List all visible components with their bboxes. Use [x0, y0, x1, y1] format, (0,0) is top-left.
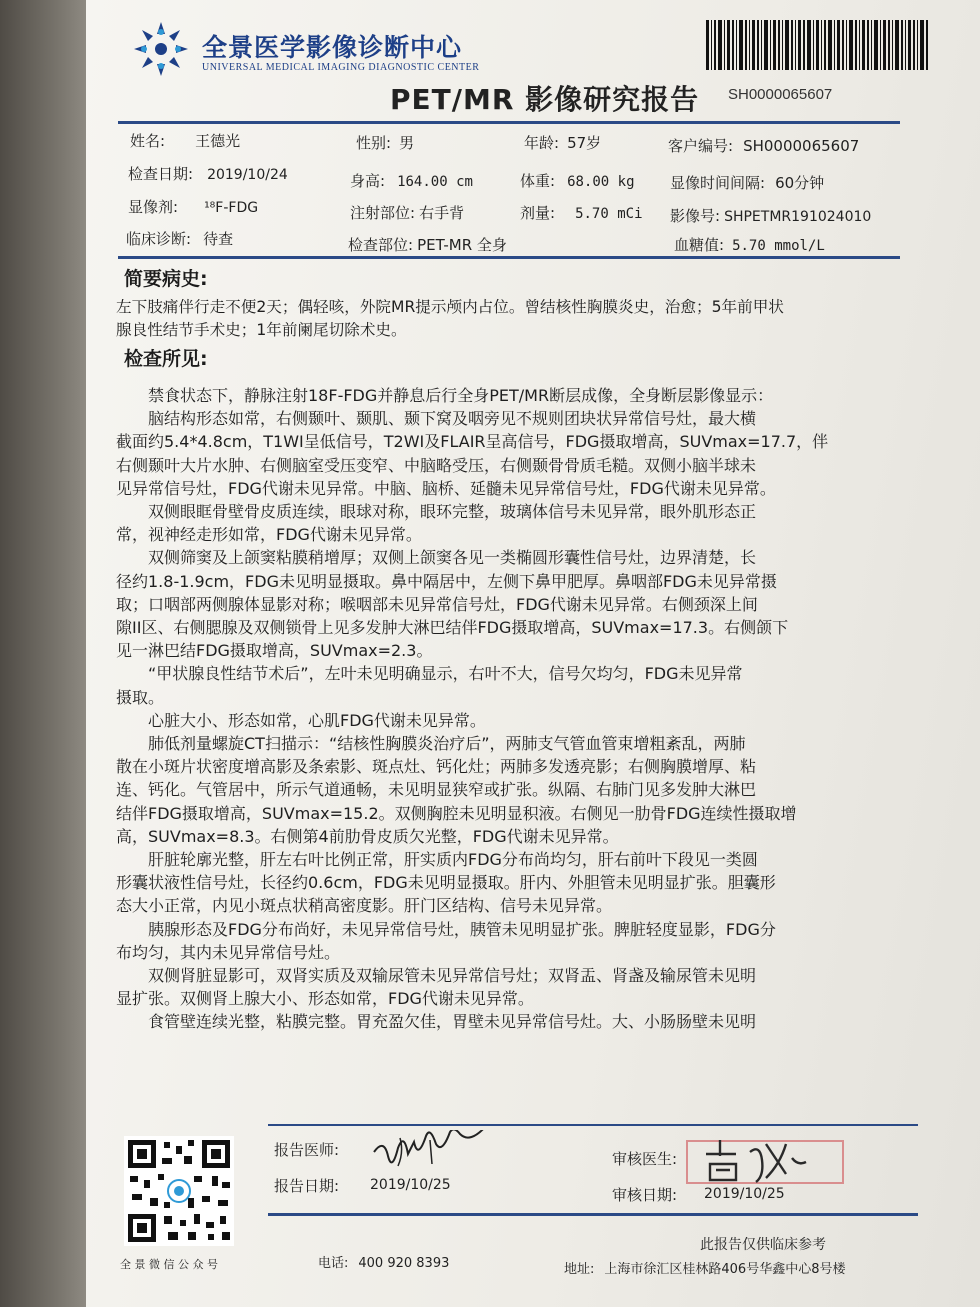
reviewer-signature-icon — [700, 1134, 810, 1186]
wechat-caption: 全 景 微 信 公 众 号 — [120, 1258, 218, 1271]
phone-value: 400 920 8393 — [358, 1256, 450, 1271]
report-doctor-label: 报告医师: — [274, 1141, 340, 1159]
findings-heading: 检查所见: — [124, 348, 208, 370]
findings-line: 右侧颞叶大片水肿、右侧脑室受压变窄、中脑略受压，右侧颞骨骨质毛糙。双侧小脑半球未 — [116, 455, 757, 475]
findings-line: 显扩张。双侧肾上腺大小、形态如常，FDG代谢未见异常。 — [116, 989, 534, 1009]
findings-line: 高，SUVmax=8.3。右侧第4前肋骨皮质欠光整，FDG代谢未见异常。 — [116, 826, 619, 846]
findings-line: 双侧筛窦及上颌窦粘膜稍增厚；双侧上颌窦各见一类椭圆形囊性信号灶，边界清楚，长 — [116, 548, 757, 568]
dose-label: 剂量: — [520, 204, 556, 222]
findings-line: 径约1.8-1.9cm，FDG未见明显摄取。鼻中隔居中，左侧下鼻甲肥厚。鼻咽部FDG未见异常摄 — [116, 571, 777, 591]
findings-line: 双侧眼眶骨壁骨皮质连续，眼球对称，眼环完整，玻璃体信号未见异常，眼外肌形态正 — [116, 502, 757, 522]
inject-label: 注射部位: — [350, 204, 416, 222]
history-text — [116, 296, 912, 342]
agent-value: ¹⁸F-FDG — [204, 200, 259, 216]
findings-line: 形囊状液性信号灶，长径约0.6cm，FDG未见明显摄取。肝内、外胆管未见明显扩张。胆囊形 — [116, 873, 776, 893]
inject-field — [350, 202, 464, 223]
interval-field — [670, 172, 824, 193]
report-number: SH0000065607 — [728, 86, 833, 103]
dose-field — [520, 202, 643, 223]
doctor-signature-icon — [370, 1130, 490, 1170]
divider-info — [118, 256, 900, 259]
findings-line: 常，视神经走形如常，FDG代谢未见异常。 — [116, 525, 422, 545]
findings-line: 布均匀，其内未见异常信号灶。 — [116, 942, 341, 962]
height-value: 164.00 cm — [397, 174, 473, 190]
report-title: PET/MR 影像研究报告 — [390, 83, 700, 116]
wechat-qr-code-icon — [124, 1136, 234, 1246]
reviewer-label: 审核医生: — [612, 1150, 678, 1168]
address-label: 地址: — [564, 1262, 595, 1277]
diagnosis-value: 待查 — [203, 230, 234, 248]
findings-line: 肺低剂量螺旋CT扫描示：“结核性胸膜炎治疗后”，两肺支气管血管束增粗紊乱，两肺 — [116, 734, 746, 754]
sex-value: 男 — [399, 134, 415, 152]
photo-background-edge — [0, 0, 86, 1307]
dose-value: 5.70 mCi — [575, 206, 643, 222]
findings-line: 取；口咽部两侧腺体显影对称；喉咽部未见异常信号灶，FDG代谢未见异常。右侧颈深上间 — [116, 594, 758, 614]
findings-line: 心脏大小、形态如常，心肌FDG代谢未见异常。 — [116, 710, 486, 730]
findings-line: 散在小斑片状密度增高影及条索影、斑点灶、钙化灶；两肺多发透亮影；右侧胸膜增厚、粘 — [116, 757, 757, 777]
findings-line: 脑结构形态如常，右侧颞叶、颞肌、颞下窝及咽旁见不规则团块状异常信号灶，最大横 — [116, 409, 757, 429]
exam-date-label: 检查日期: — [128, 165, 194, 183]
history-heading: 简要病史: — [124, 268, 208, 290]
age-label: 年龄: — [524, 134, 560, 152]
findings-line: 双侧肾脏显影可，双肾实质及双输尿管未见异常信号灶；双肾盂、肾盏及输尿管未见明 — [116, 966, 757, 986]
diagnosis-label: 临床诊断: — [126, 230, 192, 248]
center-logo-icon — [130, 18, 192, 80]
height-field — [350, 170, 473, 191]
glucose-label: 血糖值: — [674, 236, 725, 254]
findings-line: 食管壁连续光整，粘膜完整。胃充盈欠佳，胃壁未见异常信号灶。大、小肠肠壁未见明 — [116, 1012, 757, 1032]
inject-value: 右手背 — [419, 204, 465, 222]
glucose-value: 5.70 mmol/L — [732, 238, 825, 254]
review-date-label: 审核日期: — [612, 1186, 678, 1204]
glucose-field — [674, 234, 825, 255]
image-no-field — [670, 205, 871, 226]
address-value: 上海市徐汇区桂林路406号华鑫中心8号楼 — [604, 1262, 846, 1277]
findings-line: 肝脏轮廓光整，肝左右叶比例正常，肝实质内FDG分布尚均匀，肝右前叶下段见一类圆 — [116, 850, 758, 870]
client-label: 客户编号: — [668, 137, 734, 155]
age-field — [524, 132, 601, 153]
divider-foot — [268, 1213, 918, 1216]
findings-line: 见异常信号灶，FDG代谢未见异常。中脑、脑桥、延髓未见异常信号灶，FDG代谢未见异常。 — [116, 478, 776, 498]
exam-part-value: PET-MR 全身 — [417, 236, 507, 254]
sex-field — [356, 132, 414, 153]
org-name-en: UNIVERSAL MEDICAL IMAGING DIAGNOSTIC CENTER — [202, 62, 480, 73]
patient-name-label: 姓名: — [130, 132, 166, 150]
findings-text — [116, 384, 912, 1034]
weight-value: 68.00 kg — [567, 174, 635, 190]
exam-part-label: 检查部位: — [348, 236, 414, 254]
history-line: 腺良性结节手术史；1年前阑尾切除术史。 — [116, 321, 407, 340]
barcode-icon — [706, 20, 928, 70]
agent-field — [128, 196, 258, 217]
agent-label: 显像剂: — [128, 198, 179, 216]
interval-label: 显像时间间隔: — [670, 174, 766, 192]
patient-name-value: 王德光 — [195, 132, 241, 150]
report-header — [130, 18, 590, 80]
findings-line: 摄取。 — [116, 687, 165, 707]
findings-line: 隙II区、右侧腮腺及双侧锁骨上见多发肿大淋巴结伴FDG摄取增高，SUVmax=17.3。右侧颌下 — [116, 618, 789, 638]
findings-line: 胰腺形态及FDG分布尚好，未见异常信号灶，胰管未见明显扩张。脾脏轻度显影，FDG分 — [116, 919, 776, 939]
org-name-cn: 全景医学影像诊断中心 — [202, 33, 463, 62]
report-date-value: 2019/10/25 — [370, 1177, 451, 1193]
report-date-label: 报告日期: — [274, 1177, 340, 1195]
exam-part-field — [348, 234, 507, 255]
findings-line: “甲状腺良性结节术后”，左叶未见明确显示，右叶不大，信号欠均匀，FDG未见异常 — [116, 664, 743, 684]
findings-line: 禁食状态下，静脉注射18F-FDG并静息后行全身PET/MR断层成像，全身断层影像显示： — [116, 386, 774, 405]
diagnosis-field — [126, 228, 233, 249]
review-date-value: 2019/10/25 — [704, 1186, 785, 1202]
findings-line: 见一淋巴结FDG摄取增高，SUVmax=2.3。 — [116, 641, 433, 661]
findings-line: 连、钙化。气管居中，所示气道通畅，未见明显狭窄或扩张。纵隔、右肺门见多发肿大淋巴 — [116, 780, 757, 800]
exam-date-field — [128, 163, 288, 184]
divider-top — [118, 121, 900, 124]
weight-field — [520, 170, 635, 191]
weight-label: 体重: — [520, 172, 556, 190]
client-field — [668, 135, 859, 156]
findings-line: 结伴FDG摄取增高，SUVmax=15.2。双侧胸腔未见明显积液。右侧见一肋骨FDG连续性摄取增 — [116, 803, 797, 823]
disclaimer-text: 此报告仅供临床参考 — [700, 1237, 826, 1253]
findings-line: 态大小正常，内见小斑点状稍高密度影。肝门区结构、信号未见异常。 — [116, 896, 613, 916]
client-value: SH0000065607 — [743, 137, 860, 155]
divider-footer — [268, 1124, 918, 1126]
image-no-value: SHPETMR191024010 — [724, 209, 872, 225]
height-label: 身高: — [350, 172, 386, 190]
patient-name-field — [130, 130, 240, 151]
address-field — [564, 1258, 845, 1277]
history-line: 左下肢痛伴行走不便2天；偶轻咳，外院MR提示颅内占位。曾结核性胸膜炎史，治愈；5年前甲状 — [116, 298, 784, 316]
interval-value: 60分钟 — [775, 174, 825, 192]
findings-line: 截面约5.4*4.8cm，T1WI呈低信号，T2WI及FLAIR呈高信号，FDG摄取增高，SUVmax=17.7，伴 — [116, 432, 829, 452]
phone-label: 电话: — [318, 1256, 349, 1271]
age-value: 57岁 — [567, 134, 602, 152]
phone-field — [318, 1252, 449, 1271]
image-no-label: 影像号: — [670, 207, 721, 225]
exam-date-value: 2019/10/24 — [207, 167, 288, 183]
sex-label: 性别: — [356, 134, 392, 152]
